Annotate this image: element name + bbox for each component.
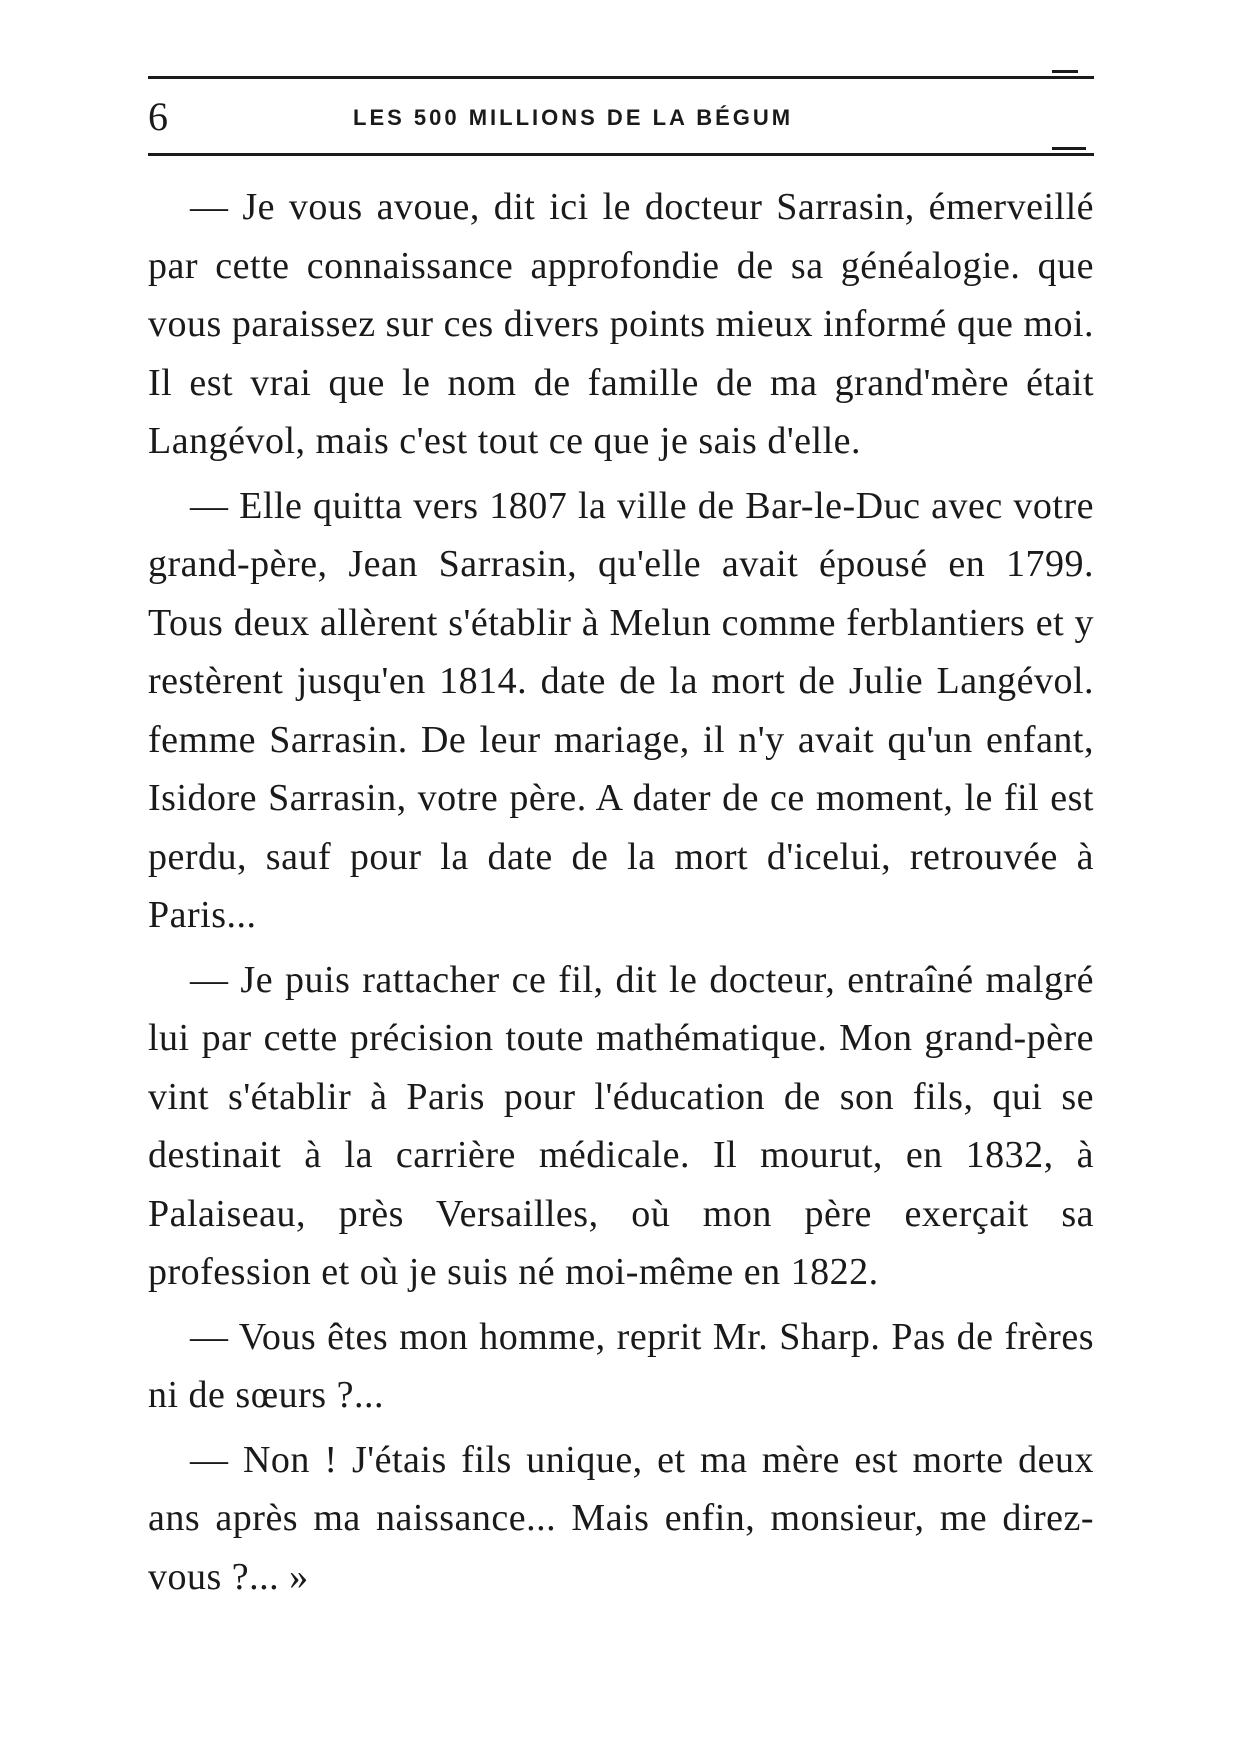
paragraph: — Je puis rattacher ce fil, dit le docteur, entraîné malgré lui par cette précision toute mathématique. Mon grand-père vint s'établir à Paris pour l'éducation de son fils, qui se destinait à la carrière médicale. Il mourut, en 1832, à Palaiseau, près Versailles, où mon père exerçait sa profession et où je suis né moi-même en 1822.	[148, 958, 1094, 1293]
page-number: 6	[148, 94, 168, 139]
header-top-rule-tail	[1052, 70, 1078, 73]
body-text	[148, 178, 1094, 1612]
running-head	[148, 92, 1094, 142]
paragraph: — Je vous avoue, dit ici le docteur Sarrasin, émerveillé par cette connaissance approfondie de sa généalogie. que vous paraissez sur ces divers points mieux informé que moi. Il est vrai que le nom de famille de ma grand'mère était Langévol, mais c'est tout ce que je sais d'elle.	[148, 186, 1094, 462]
header-bottom-rule-tail	[1052, 147, 1086, 150]
header-bottom-rule	[148, 153, 1094, 156]
paragraph: — Elle quitta vers 1807 la ville de Bar-le-Duc avec votre grand-père, Jean Sarrasin, qu'elle avait épousé en 1799. Tous deux allèrent s'établir à Melun comme ferblantiers et y restèrent jusqu'en 1814. date de la mort de Julie Langévol. femme Sarrasin. De leur mariage, il n'y avait qu'un enfant, Isidore Sarrasin, votre père. A dater de ce moment, le fil est perdu, sauf pour la date de la mort d'icelui, retrouvée à Paris...	[148, 484, 1094, 936]
paragraph: — Vous êtes mon homme, reprit Mr. Sharp. Pas de frères ni de sœurs ?...	[148, 1315, 1094, 1416]
header-top-rule	[148, 76, 1094, 79]
book-title: LES 500 MILLIONS DE LA BÉGUM	[353, 105, 794, 130]
paragraph: — Non ! J'étais fils unique, et ma mère est morte deux ans après ma naissance... Mais enfin, monsieur, me direz-vous ?... »	[148, 1438, 1094, 1598]
